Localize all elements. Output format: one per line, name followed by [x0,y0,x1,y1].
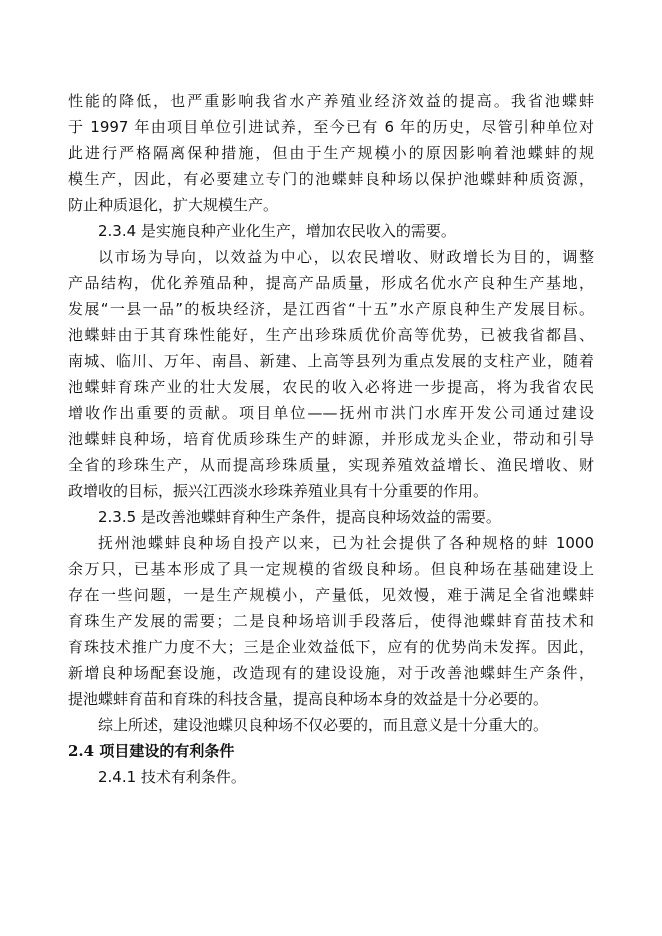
text-line: 于 1997 年由项目单位引进试养，至今已有 6 年的历史，尽管引种单位对 [68,118,594,136]
text-line: 提池蝶蚌育苗和育珠的科技含量，提高良种场本身的效益是十分必要的。 [68,690,549,708]
text-line: 防止种质退化，扩大规模生产。 [68,196,279,214]
document-body [68,88,594,790]
text-line: 综上所述，建设池蝶贝良种场不仅必要的，而且意义是十分重大的。 [98,716,549,734]
text-line: 产品结构，优化养殖品种，提高产品质量，形成名优水产良种生产基地， [68,274,594,292]
text-line: 发展“一县一品”的板块经济，是江西省“十五”水产原良种生产发展目标。 [68,300,594,318]
text-line: 育珠生产发展的需要；二是良种场培训手段落后，使得池蝶蚌育苗技术和 [68,612,594,630]
section-2-4-1-title [68,764,594,790]
text-line: 南城、临川、万年、南昌、新建、上高等县列为重点发展的支柱产业，随着 [68,352,594,370]
text-line: 新增良种场配套设施，改造现有的建设设施，对于改善池蝶蚌生产条件， [68,664,594,682]
text-line: 以市场为导向，以效益为中心，以农民增收、财政增长为目的，调整 [98,248,594,266]
text-line: 政增收的目标，振兴江西淡水珍珠养殖业具有十分重要的作用。 [68,482,489,500]
text-line: 2.4.1 技术有利条件。 [98,768,246,786]
text-line: 余万只，已基本形成了具一定规模的省级良种场。但良种场在基础建设上 [68,560,594,578]
paragraph-summary [68,712,594,738]
section-2-3-4-title [68,218,594,244]
paragraph-continuation [68,88,594,218]
text-line: 2.3.4 是实施良种产业化生产，增加农民收入的需要。 [98,222,456,240]
paragraph-market-oriented [68,244,594,504]
text-line: 池蝶蚌由于其育珠性能好，生产出珍珠质优价高等优势，已被我省都昌、 [68,326,594,344]
paragraph-fuzhou-farm [68,530,594,712]
text-line: 池蝶蚌育珠产业的壮大发展，农民的收入必将进一步提高，将为我省农民 [68,378,594,396]
heading-text: 2.4 项目建设的有利条件 [68,742,235,760]
text-line: 存在一些问题，一是生产规模小，产量低，见效慢，难于满足全省池蝶蚌 [68,586,594,604]
text-line: 2.3.5 是改善池蝶蚌育种生产条件，提高良种场效益的需要。 [98,508,501,526]
text-line: 池蝶蚌良种场，培育优质珍珠生产的蚌源，并形成龙头企业，带动和引导 [68,430,594,448]
text-line: 全省的珍珠生产，从而提高珍珠质量，实现养殖效益增长、渔民增收、财 [68,456,594,474]
text-line: 抚州池蝶蚌良种场自投产以来，已为社会提供了各种规格的蚌 1000 [98,534,594,552]
section-2-4-heading [68,738,594,764]
text-line: 此进行严格隔离保种措施，但由于生产规模小的原因影响着池蝶蚌的规 [68,144,594,162]
section-2-3-5-title [68,504,594,530]
text-line: 增收作出重要的贡献。项目单位——抚州市洪门水库开发公司通过建设 [68,404,594,422]
text-line: 模生产，因此，有必要建立专门的池蝶蚌良种场以保护池蝶蚌种质资源， [68,170,594,188]
text-line: 性能的降低，也严重影响我省水产养殖业经济效益的提高。我省池蝶蚌 [68,92,594,110]
text-line: 育珠技术推广力度不大；三是企业效益低下，应有的优势尚未发挥。因此， [68,638,594,656]
